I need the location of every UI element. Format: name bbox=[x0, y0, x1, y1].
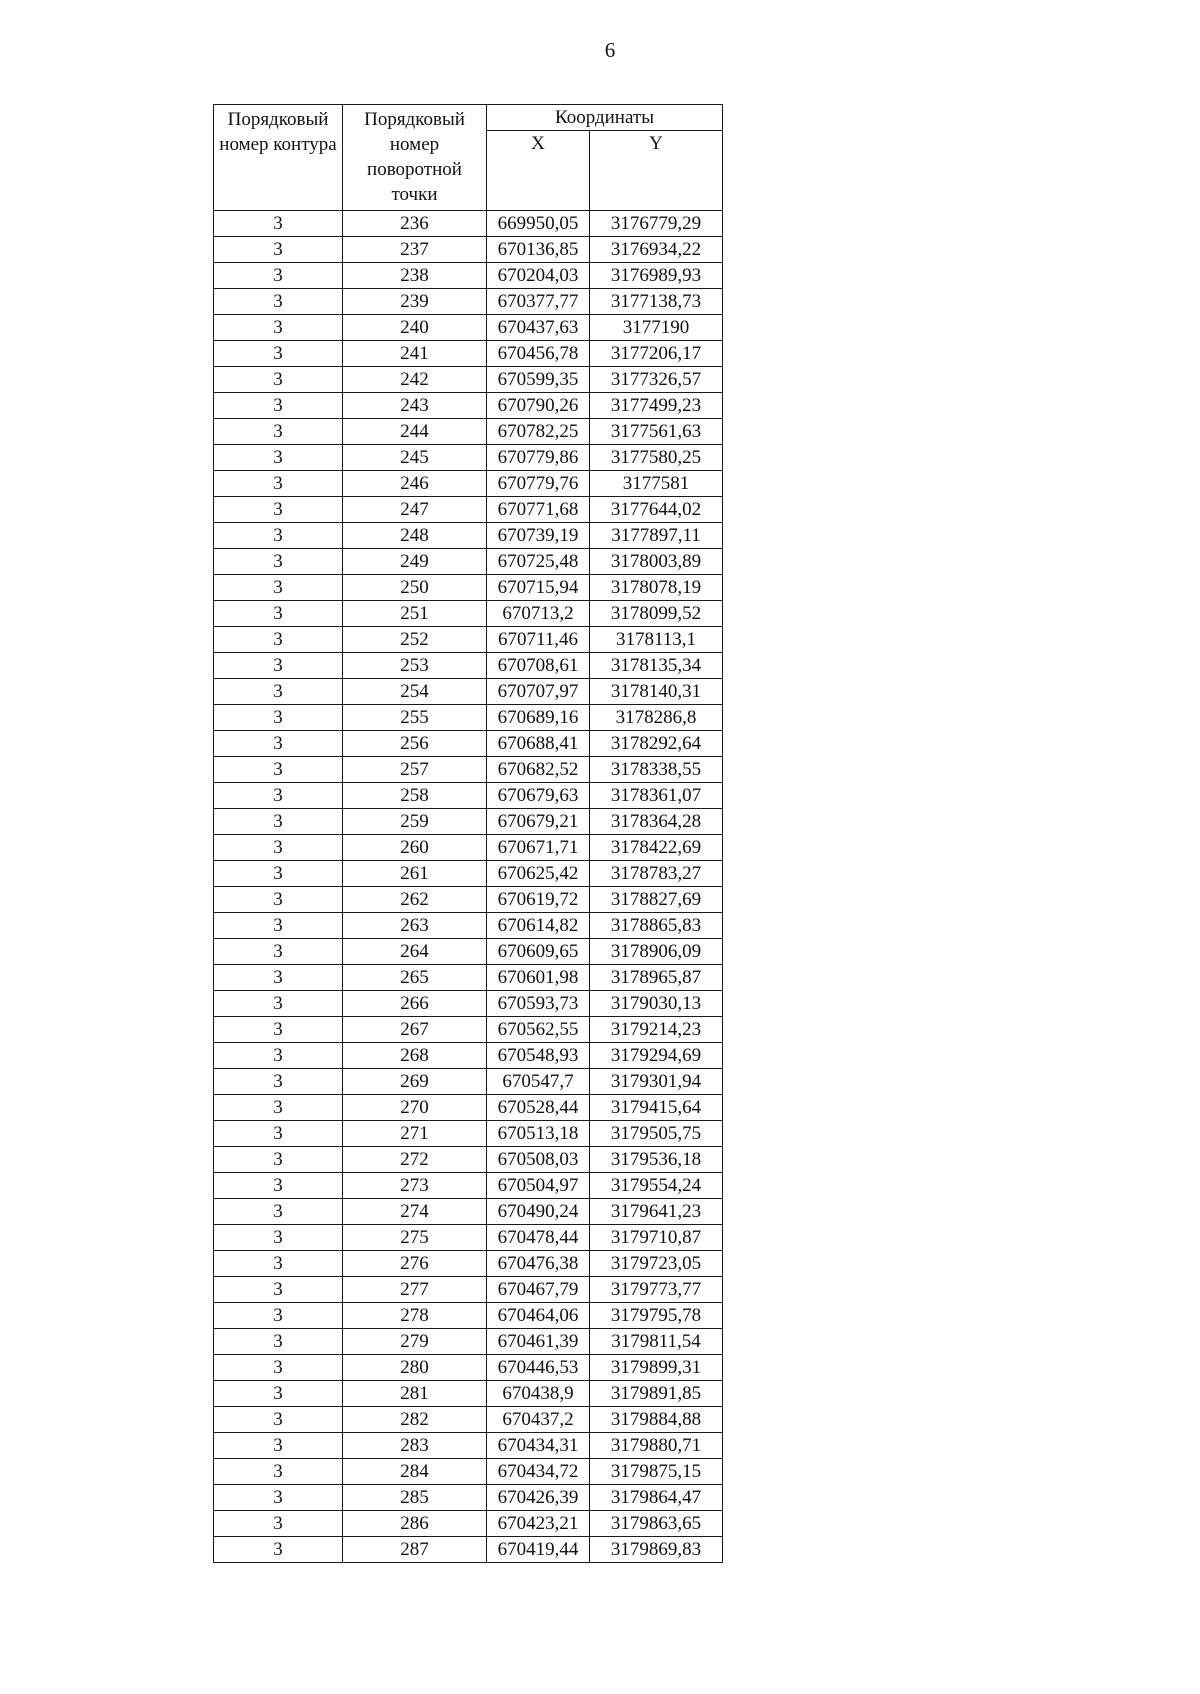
cell-x: 670437,2 bbox=[487, 1407, 590, 1433]
table-row bbox=[214, 991, 723, 1017]
cell-x: 670782,25 bbox=[487, 419, 590, 445]
cell-point-number: 247 bbox=[343, 497, 487, 523]
cell-x: 670711,46 bbox=[487, 627, 590, 653]
cell-point-number: 244 bbox=[343, 419, 487, 445]
cell-x: 670434,31 bbox=[487, 1433, 590, 1459]
cell-x: 670562,55 bbox=[487, 1017, 590, 1043]
cell-x: 670725,48 bbox=[487, 549, 590, 575]
table-row bbox=[214, 835, 723, 861]
cell-contour-number: 3 bbox=[214, 861, 343, 887]
cell-x: 670437,63 bbox=[487, 315, 590, 341]
cell-y: 3178113,1 bbox=[590, 627, 723, 653]
table-row bbox=[214, 315, 723, 341]
cell-contour-number: 3 bbox=[214, 991, 343, 1017]
table-row bbox=[214, 679, 723, 705]
cell-x: 670426,39 bbox=[487, 1485, 590, 1511]
cell-y: 3178906,09 bbox=[590, 939, 723, 965]
cell-point-number: 268 bbox=[343, 1043, 487, 1069]
cell-x: 670707,97 bbox=[487, 679, 590, 705]
cell-contour-number: 3 bbox=[214, 809, 343, 835]
cell-x: 670461,39 bbox=[487, 1329, 590, 1355]
cell-point-number: 281 bbox=[343, 1381, 487, 1407]
cell-x: 670377,77 bbox=[487, 289, 590, 315]
cell-x: 670790,26 bbox=[487, 393, 590, 419]
cell-contour-number: 3 bbox=[214, 1017, 343, 1043]
header-coordinates: Координаты bbox=[487, 105, 723, 131]
table-row bbox=[214, 367, 723, 393]
cell-point-number: 273 bbox=[343, 1173, 487, 1199]
cell-contour-number: 3 bbox=[214, 1433, 343, 1459]
cell-contour-number: 3 bbox=[214, 1199, 343, 1225]
cell-x: 670689,16 bbox=[487, 705, 590, 731]
cell-contour-number: 3 bbox=[214, 731, 343, 757]
cell-point-number: 262 bbox=[343, 887, 487, 913]
cell-y: 3177580,25 bbox=[590, 445, 723, 471]
table-row bbox=[214, 861, 723, 887]
cell-y: 3177206,17 bbox=[590, 341, 723, 367]
cell-contour-number: 3 bbox=[214, 679, 343, 705]
cell-y: 3178965,87 bbox=[590, 965, 723, 991]
cell-y: 3176934,22 bbox=[590, 237, 723, 263]
cell-y: 3176989,93 bbox=[590, 263, 723, 289]
cell-point-number: 250 bbox=[343, 575, 487, 601]
cell-y: 3178865,83 bbox=[590, 913, 723, 939]
cell-x: 670739,19 bbox=[487, 523, 590, 549]
cell-point-number: 282 bbox=[343, 1407, 487, 1433]
cell-y: 3178364,28 bbox=[590, 809, 723, 835]
cell-point-number: 252 bbox=[343, 627, 487, 653]
cell-x: 670625,42 bbox=[487, 861, 590, 887]
cell-x: 670513,18 bbox=[487, 1121, 590, 1147]
cell-x: 670682,52 bbox=[487, 757, 590, 783]
cell-point-number: 254 bbox=[343, 679, 487, 705]
cell-point-number: 237 bbox=[343, 237, 487, 263]
table-row bbox=[214, 783, 723, 809]
cell-y: 3178140,31 bbox=[590, 679, 723, 705]
cell-point-number: 248 bbox=[343, 523, 487, 549]
cell-x: 670528,44 bbox=[487, 1095, 590, 1121]
cell-point-number: 270 bbox=[343, 1095, 487, 1121]
table-row bbox=[214, 653, 723, 679]
cell-x: 670423,21 bbox=[487, 1511, 590, 1537]
table-row bbox=[214, 939, 723, 965]
cell-contour-number: 3 bbox=[214, 1485, 343, 1511]
page-number: 6 bbox=[604, 38, 616, 62]
cell-point-number: 278 bbox=[343, 1303, 487, 1329]
cell-y: 3179864,47 bbox=[590, 1485, 723, 1511]
table-row bbox=[214, 1017, 723, 1043]
cell-y: 3179723,05 bbox=[590, 1251, 723, 1277]
table-row bbox=[214, 1511, 723, 1537]
cell-point-number: 236 bbox=[343, 211, 487, 237]
cell-point-number: 265 bbox=[343, 965, 487, 991]
cell-x: 670490,24 bbox=[487, 1199, 590, 1225]
cell-x: 670779,76 bbox=[487, 471, 590, 497]
cell-point-number: 269 bbox=[343, 1069, 487, 1095]
cell-y: 3179505,75 bbox=[590, 1121, 723, 1147]
cell-contour-number: 3 bbox=[214, 705, 343, 731]
cell-y: 3179863,65 bbox=[590, 1511, 723, 1537]
cell-x: 670446,53 bbox=[487, 1355, 590, 1381]
table-row bbox=[214, 1121, 723, 1147]
table-row bbox=[214, 913, 723, 939]
cell-contour-number: 3 bbox=[214, 1537, 343, 1563]
cell-y: 3178003,89 bbox=[590, 549, 723, 575]
cell-contour-number: 3 bbox=[214, 445, 343, 471]
table-row bbox=[214, 237, 723, 263]
cell-x: 670599,35 bbox=[487, 367, 590, 393]
header-point-number: Порядковый номер поворотной точки bbox=[343, 105, 487, 211]
cell-contour-number: 3 bbox=[214, 1069, 343, 1095]
cell-y: 3179214,23 bbox=[590, 1017, 723, 1043]
cell-x: 669950,05 bbox=[487, 211, 590, 237]
cell-point-number: 260 bbox=[343, 835, 487, 861]
table-row bbox=[214, 1329, 723, 1355]
cell-x: 670601,98 bbox=[487, 965, 590, 991]
table-row bbox=[214, 1095, 723, 1121]
cell-x: 670779,86 bbox=[487, 445, 590, 471]
cell-x: 670593,73 bbox=[487, 991, 590, 1017]
table-row bbox=[214, 1043, 723, 1069]
table-row bbox=[214, 1459, 723, 1485]
table-row bbox=[214, 523, 723, 549]
cell-point-number: 241 bbox=[343, 341, 487, 367]
table-row bbox=[214, 757, 723, 783]
cell-x: 670438,9 bbox=[487, 1381, 590, 1407]
cell-point-number: 271 bbox=[343, 1121, 487, 1147]
cell-point-number: 261 bbox=[343, 861, 487, 887]
cell-contour-number: 3 bbox=[214, 237, 343, 263]
cell-contour-number: 3 bbox=[214, 965, 343, 991]
cell-contour-number: 3 bbox=[214, 1173, 343, 1199]
cell-x: 670467,79 bbox=[487, 1277, 590, 1303]
cell-contour-number: 3 bbox=[214, 1147, 343, 1173]
cell-point-number: 279 bbox=[343, 1329, 487, 1355]
cell-y: 3179811,54 bbox=[590, 1329, 723, 1355]
table-row bbox=[214, 1199, 723, 1225]
cell-point-number: 259 bbox=[343, 809, 487, 835]
table-header bbox=[214, 105, 723, 211]
cell-contour-number: 3 bbox=[214, 1251, 343, 1277]
table-row bbox=[214, 575, 723, 601]
cell-y: 3178361,07 bbox=[590, 783, 723, 809]
cell-contour-number: 3 bbox=[214, 315, 343, 341]
cell-x: 670434,72 bbox=[487, 1459, 590, 1485]
table-row bbox=[214, 731, 723, 757]
table-row bbox=[214, 705, 723, 731]
cell-x: 670609,65 bbox=[487, 939, 590, 965]
cell-y: 3179301,94 bbox=[590, 1069, 723, 1095]
cell-point-number: 283 bbox=[343, 1433, 487, 1459]
cell-y: 3178292,64 bbox=[590, 731, 723, 757]
cell-point-number: 280 bbox=[343, 1355, 487, 1381]
cell-y: 3179795,78 bbox=[590, 1303, 723, 1329]
cell-contour-number: 3 bbox=[214, 497, 343, 523]
cell-x: 670708,61 bbox=[487, 653, 590, 679]
cell-contour-number: 3 bbox=[214, 601, 343, 627]
cell-x: 670464,06 bbox=[487, 1303, 590, 1329]
cell-point-number: 238 bbox=[343, 263, 487, 289]
table-row bbox=[214, 549, 723, 575]
cell-point-number: 245 bbox=[343, 445, 487, 471]
cell-y: 3177499,23 bbox=[590, 393, 723, 419]
cell-contour-number: 3 bbox=[214, 887, 343, 913]
cell-y: 3179710,87 bbox=[590, 1225, 723, 1251]
cell-y: 3179030,13 bbox=[590, 991, 723, 1017]
table-row bbox=[214, 289, 723, 315]
cell-point-number: 267 bbox=[343, 1017, 487, 1043]
cell-point-number: 256 bbox=[343, 731, 487, 757]
cell-x: 670508,03 bbox=[487, 1147, 590, 1173]
cell-y: 3179294,69 bbox=[590, 1043, 723, 1069]
cell-y: 3178422,69 bbox=[590, 835, 723, 861]
table-row bbox=[214, 1407, 723, 1433]
cell-point-number: 243 bbox=[343, 393, 487, 419]
cell-x: 670548,93 bbox=[487, 1043, 590, 1069]
header-contour-number: Порядковый номер контура bbox=[214, 105, 343, 211]
cell-y: 3179641,23 bbox=[590, 1199, 723, 1225]
cell-contour-number: 3 bbox=[214, 1043, 343, 1069]
cell-y: 3179880,71 bbox=[590, 1433, 723, 1459]
cell-y: 3179773,77 bbox=[590, 1277, 723, 1303]
cell-x: 670619,72 bbox=[487, 887, 590, 913]
cell-contour-number: 3 bbox=[214, 627, 343, 653]
cell-x: 670136,85 bbox=[487, 237, 590, 263]
cell-point-number: 272 bbox=[343, 1147, 487, 1173]
cell-contour-number: 3 bbox=[214, 653, 343, 679]
cell-y: 3178078,19 bbox=[590, 575, 723, 601]
cell-point-number: 239 bbox=[343, 289, 487, 315]
cell-x: 670614,82 bbox=[487, 913, 590, 939]
cell-point-number: 264 bbox=[343, 939, 487, 965]
cell-y: 3179869,83 bbox=[590, 1537, 723, 1563]
cell-y: 3178827,69 bbox=[590, 887, 723, 913]
cell-point-number: 263 bbox=[343, 913, 487, 939]
cell-contour-number: 3 bbox=[214, 1355, 343, 1381]
cell-contour-number: 3 bbox=[214, 1407, 343, 1433]
cell-y: 3179536,18 bbox=[590, 1147, 723, 1173]
table-row bbox=[214, 601, 723, 627]
cell-y: 3177897,11 bbox=[590, 523, 723, 549]
cell-contour-number: 3 bbox=[214, 939, 343, 965]
cell-contour-number: 3 bbox=[214, 1095, 343, 1121]
cell-point-number: 285 bbox=[343, 1485, 487, 1511]
cell-y: 3176779,29 bbox=[590, 211, 723, 237]
cell-x: 670456,78 bbox=[487, 341, 590, 367]
table-row bbox=[214, 965, 723, 991]
cell-x: 670204,03 bbox=[487, 263, 590, 289]
cell-x: 670715,94 bbox=[487, 575, 590, 601]
cell-contour-number: 3 bbox=[214, 1121, 343, 1147]
cell-point-number: 249 bbox=[343, 549, 487, 575]
table-row bbox=[214, 1381, 723, 1407]
cell-y: 3177138,73 bbox=[590, 289, 723, 315]
cell-point-number: 258 bbox=[343, 783, 487, 809]
table-row bbox=[214, 393, 723, 419]
table-body bbox=[214, 211, 723, 1563]
cell-y: 3179415,64 bbox=[590, 1095, 723, 1121]
cell-y: 3178783,27 bbox=[590, 861, 723, 887]
cell-point-number: 275 bbox=[343, 1225, 487, 1251]
cell-point-number: 255 bbox=[343, 705, 487, 731]
cell-x: 670771,68 bbox=[487, 497, 590, 523]
table-row bbox=[214, 887, 723, 913]
cell-x: 670504,97 bbox=[487, 1173, 590, 1199]
cell-contour-number: 3 bbox=[214, 549, 343, 575]
cell-contour-number: 3 bbox=[214, 419, 343, 445]
table-row bbox=[214, 1485, 723, 1511]
cell-contour-number: 3 bbox=[214, 783, 343, 809]
table-row bbox=[214, 211, 723, 237]
cell-y: 3179554,24 bbox=[590, 1173, 723, 1199]
cell-point-number: 274 bbox=[343, 1199, 487, 1225]
cell-contour-number: 3 bbox=[214, 1381, 343, 1407]
table-row bbox=[214, 1303, 723, 1329]
cell-y: 3179884,88 bbox=[590, 1407, 723, 1433]
cell-x: 670688,41 bbox=[487, 731, 590, 757]
cell-point-number: 240 bbox=[343, 315, 487, 341]
cell-contour-number: 3 bbox=[214, 471, 343, 497]
table-row bbox=[214, 1225, 723, 1251]
cell-point-number: 287 bbox=[343, 1537, 487, 1563]
table-row bbox=[214, 1355, 723, 1381]
table-row bbox=[214, 627, 723, 653]
cell-contour-number: 3 bbox=[214, 1225, 343, 1251]
cell-point-number: 253 bbox=[343, 653, 487, 679]
cell-point-number: 257 bbox=[343, 757, 487, 783]
cell-y: 3178135,34 bbox=[590, 653, 723, 679]
cell-contour-number: 3 bbox=[214, 835, 343, 861]
cell-y: 3179891,85 bbox=[590, 1381, 723, 1407]
cell-contour-number: 3 bbox=[214, 211, 343, 237]
header-x: X bbox=[487, 131, 590, 211]
cell-contour-number: 3 bbox=[214, 575, 343, 601]
table-row bbox=[214, 809, 723, 835]
cell-point-number: 276 bbox=[343, 1251, 487, 1277]
cell-contour-number: 3 bbox=[214, 1329, 343, 1355]
cell-x: 670671,71 bbox=[487, 835, 590, 861]
cell-x: 670478,44 bbox=[487, 1225, 590, 1251]
cell-contour-number: 3 bbox=[214, 393, 343, 419]
cell-contour-number: 3 bbox=[214, 1303, 343, 1329]
cell-point-number: 277 bbox=[343, 1277, 487, 1303]
cell-y: 3177326,57 bbox=[590, 367, 723, 393]
table-row bbox=[214, 1277, 723, 1303]
cell-contour-number: 3 bbox=[214, 1459, 343, 1485]
table-row bbox=[214, 1537, 723, 1563]
cell-y: 3178286,8 bbox=[590, 705, 723, 731]
table-row bbox=[214, 1251, 723, 1277]
cell-contour-number: 3 bbox=[214, 757, 343, 783]
cell-y: 3179899,31 bbox=[590, 1355, 723, 1381]
cell-y: 3178338,55 bbox=[590, 757, 723, 783]
cell-contour-number: 3 bbox=[214, 289, 343, 315]
cell-y: 3178099,52 bbox=[590, 601, 723, 627]
cell-point-number: 266 bbox=[343, 991, 487, 1017]
cell-y: 3179875,15 bbox=[590, 1459, 723, 1485]
cell-point-number: 251 bbox=[343, 601, 487, 627]
cell-contour-number: 3 bbox=[214, 367, 343, 393]
table-row bbox=[214, 1147, 723, 1173]
header-y: Y bbox=[590, 131, 723, 211]
cell-contour-number: 3 bbox=[214, 263, 343, 289]
cell-contour-number: 3 bbox=[214, 913, 343, 939]
cell-x: 670713,2 bbox=[487, 601, 590, 627]
cell-contour-number: 3 bbox=[214, 1277, 343, 1303]
cell-x: 670679,21 bbox=[487, 809, 590, 835]
cell-point-number: 246 bbox=[343, 471, 487, 497]
cell-contour-number: 3 bbox=[214, 1511, 343, 1537]
cell-point-number: 284 bbox=[343, 1459, 487, 1485]
table-row bbox=[214, 471, 723, 497]
cell-contour-number: 3 bbox=[214, 523, 343, 549]
table-row bbox=[214, 1173, 723, 1199]
table-row bbox=[214, 419, 723, 445]
cell-x: 670476,38 bbox=[487, 1251, 590, 1277]
cell-y: 3177561,63 bbox=[590, 419, 723, 445]
table-row bbox=[214, 263, 723, 289]
table-row bbox=[214, 445, 723, 471]
table-row bbox=[214, 1433, 723, 1459]
cell-point-number: 286 bbox=[343, 1511, 487, 1537]
cell-x: 670547,7 bbox=[487, 1069, 590, 1095]
cell-x: 670419,44 bbox=[487, 1537, 590, 1563]
table-row bbox=[214, 497, 723, 523]
table-row bbox=[214, 1069, 723, 1095]
cell-y: 3177581 bbox=[590, 471, 723, 497]
cell-y: 3177644,02 bbox=[590, 497, 723, 523]
cell-x: 670679,63 bbox=[487, 783, 590, 809]
coordinates-table bbox=[213, 104, 723, 1563]
cell-contour-number: 3 bbox=[214, 341, 343, 367]
cell-point-number: 242 bbox=[343, 367, 487, 393]
table-row bbox=[214, 341, 723, 367]
cell-y: 3177190 bbox=[590, 315, 723, 341]
